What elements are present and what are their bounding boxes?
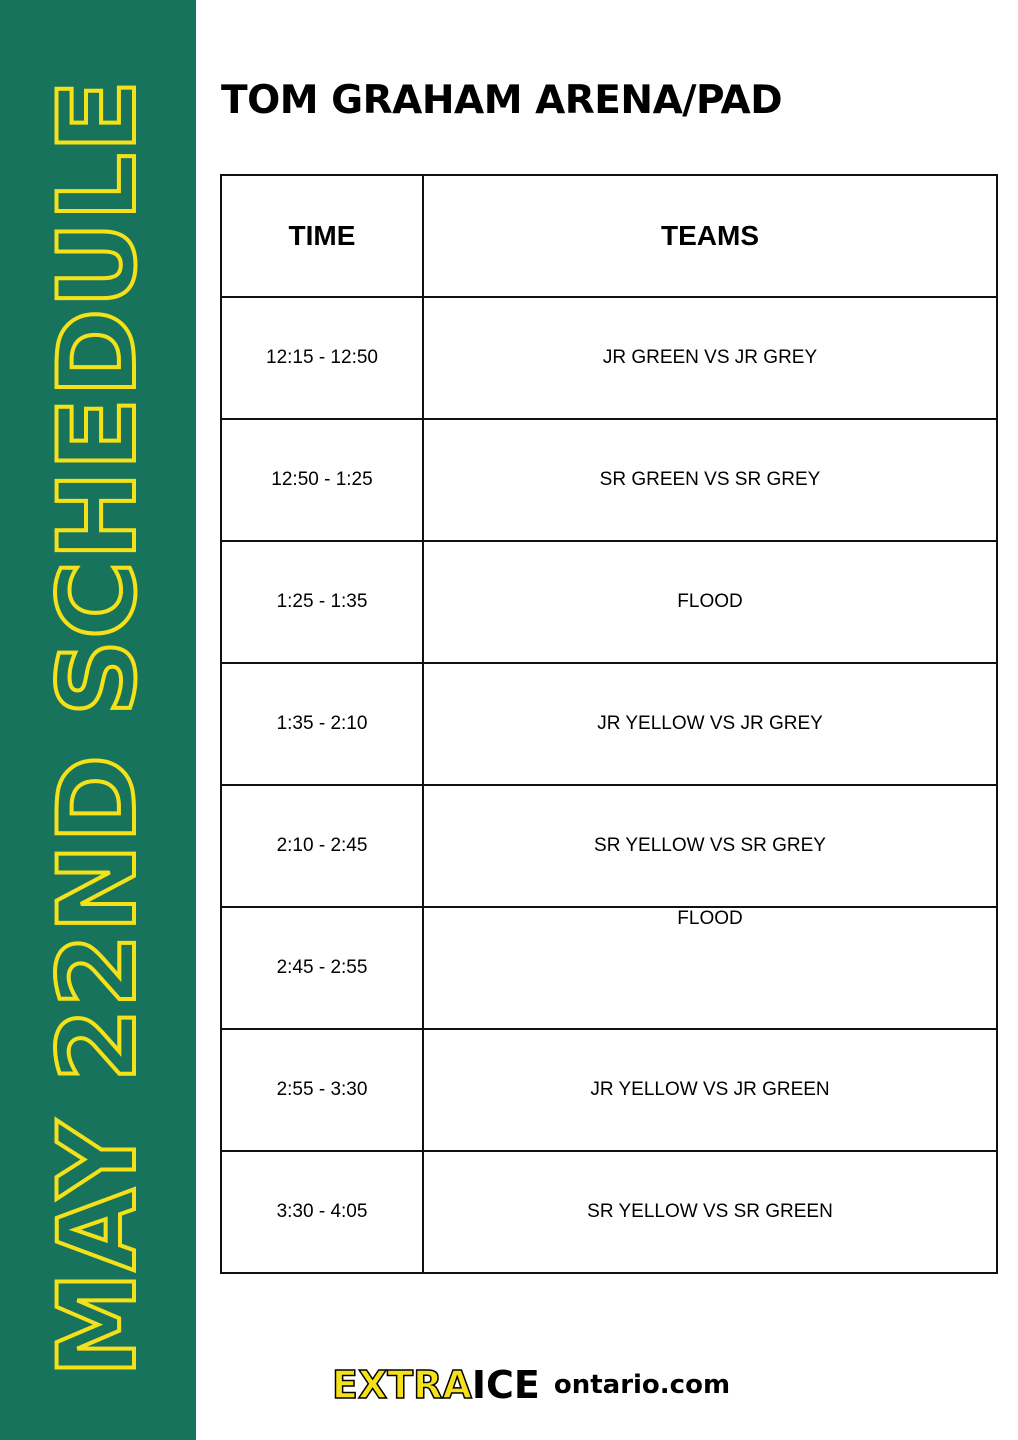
- time-cell: 12:15 - 12:50: [221, 297, 423, 419]
- teams-cell: SR GREEN VS SR GREY: [423, 419, 997, 541]
- time-header: TIME: [221, 175, 423, 297]
- teams-cell: JR YELLOW VS JR GREY: [423, 663, 997, 785]
- time-cell: 2:55 - 3:30: [221, 1029, 423, 1151]
- site-domain: ontario.com: [553, 1370, 731, 1400]
- teams-cell: SR YELLOW VS SR GREEN: [423, 1151, 997, 1273]
- sidebar: [0, 0, 196, 1440]
- table-row: [221, 1029, 997, 1151]
- extraice-logo: [332, 1363, 540, 1407]
- logo-ice-text: ICE: [471, 1363, 540, 1407]
- time-cell: 2:45 - 2:55: [221, 907, 423, 1029]
- teams-cell: JR GREEN VS JR GREY: [423, 297, 997, 419]
- time-cell: 3:30 - 4:05: [221, 1151, 423, 1273]
- schedule-table: [220, 174, 998, 1274]
- table-row: [221, 785, 997, 907]
- logo-extra-text: EXTRA: [332, 1363, 472, 1407]
- footer: [332, 1360, 730, 1410]
- teams-cell: FLOOD: [423, 541, 997, 663]
- table-row: [221, 419, 997, 541]
- time-cell: 12:50 - 1:25: [221, 419, 423, 541]
- time-cell: 1:35 - 2:10: [221, 663, 423, 785]
- time-cell: 2:10 - 2:45: [221, 785, 423, 907]
- teams-cell: SR YELLOW VS SR GREY: [423, 785, 997, 907]
- teams-header: TEAMS: [423, 175, 997, 297]
- teams-cell: FLOOD: [423, 907, 997, 1029]
- venue-title: TOM GRAHAM ARENA/PAD: [221, 78, 783, 123]
- table-row: [221, 297, 997, 419]
- teams-cell: JR YELLOW VS JR GREEN: [423, 1029, 997, 1151]
- table-header-row: [221, 175, 997, 297]
- table-row: [221, 663, 997, 785]
- table-row: [221, 907, 997, 1029]
- table-row: [221, 541, 997, 663]
- table-row: [221, 1151, 997, 1273]
- time-cell: 1:25 - 1:35: [221, 541, 423, 663]
- vertical-schedule-title: MAY 22ND SCHEDULE: [36, 78, 159, 1378]
